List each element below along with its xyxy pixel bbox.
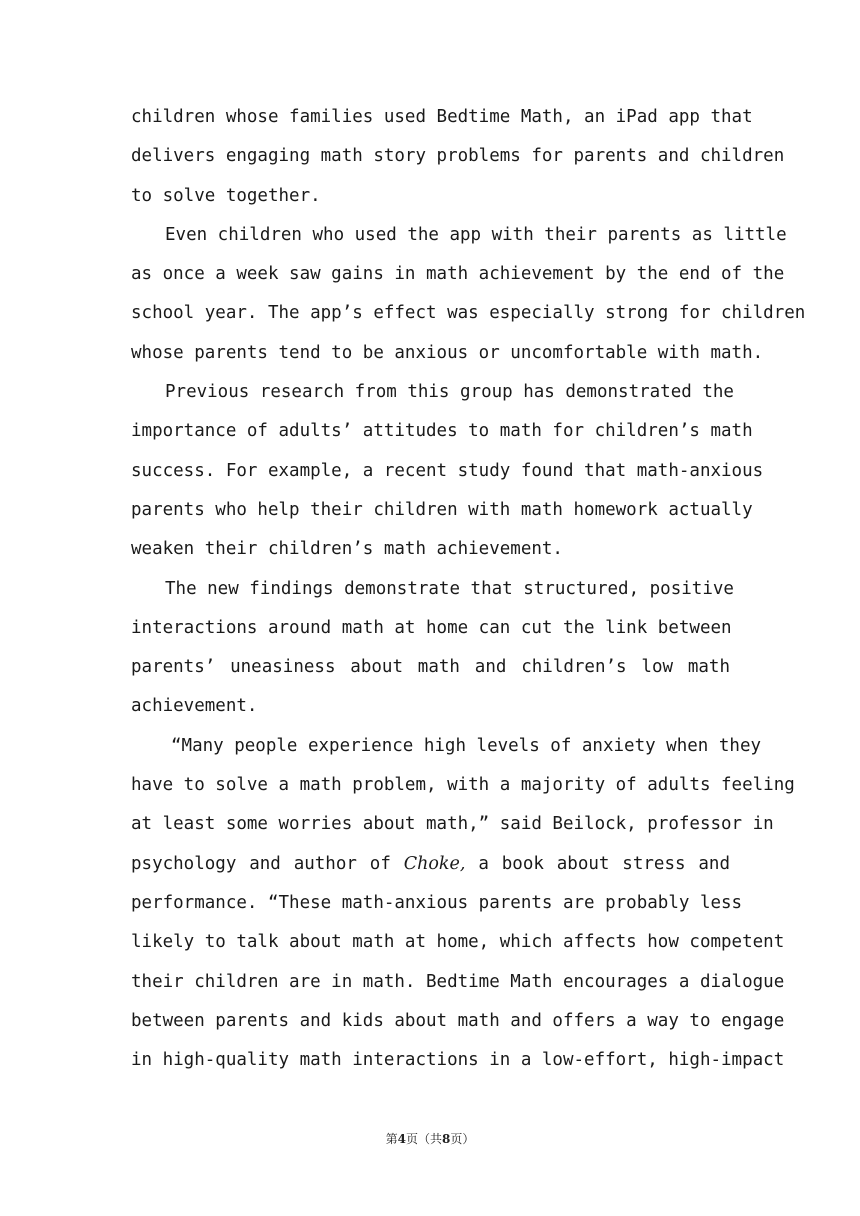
text-line: Even children who used the app with their parents as little — [165, 224, 787, 245]
text-line: have to solve a math problem, with a majority of adults feeling — [131, 775, 795, 796]
text-line: The new findings demonstrate that structured, positive — [165, 578, 734, 599]
text-line: success. For example, a recent study found that math-anxious — [131, 460, 764, 481]
text-line: importance of adults’ attitudes to math for children’s math — [131, 421, 753, 442]
text-line: between parents and kids about math and offers a way to engage — [131, 1010, 785, 1031]
text-line: “Many people experience high levels of anxiety when they — [171, 735, 762, 756]
body-text — [131, 98, 806, 1080]
text-line: children whose families used Bedtime Math, an iPad app that — [131, 107, 753, 127]
text-line: parents who help their children with math homework actually — [131, 499, 753, 520]
footer-middle: 页（共 — [405, 1132, 442, 1146]
text-line: their children are in math. Bedtime Math encourages a dialogue — [131, 971, 785, 992]
text-line: school year. The app’s effect was especially strong for children — [131, 303, 806, 324]
footer-suffix: 页） — [450, 1132, 475, 1146]
text-segment: a book about stress and — [478, 853, 730, 874]
text-line: achievement. — [131, 696, 258, 717]
text-line: in high-quality math interactions in a low-effort, high-impact — [131, 1050, 785, 1071]
text-line: at least some worries about math,” said Beilock, professor in — [131, 814, 774, 835]
text-line: Previous research from this group has demonstrated the — [165, 382, 734, 403]
page-number: 4 — [397, 1132, 406, 1146]
text-line: interactions around math at home can cut the link between — [131, 617, 732, 638]
page-total: 8 — [442, 1132, 451, 1146]
text-line: likely to talk about math at home, which affects how competent — [131, 932, 785, 953]
text-line: as once a week saw gains in math achievement by the end of the — [131, 264, 785, 285]
text-line: to solve together. — [131, 185, 321, 206]
book-title: Choke, — [403, 853, 466, 874]
text-segment: psychology and author of — [131, 853, 391, 874]
text-line: weaken their children’s math achievement. — [131, 539, 563, 560]
page-footer — [0, 1130, 860, 1147]
text-line: whose parents tend to be anxious or uncomfortable with math. — [131, 342, 764, 363]
text-line: performance. “These math-anxious parents are probably less — [131, 892, 743, 913]
text-line — [131, 845, 730, 884]
text-line: delivers engaging math story problems for parents and children — [131, 146, 785, 167]
text-line: parents’ uneasiness about math and children’s low math — [131, 657, 730, 678]
footer-prefix: 第 — [385, 1132, 398, 1146]
